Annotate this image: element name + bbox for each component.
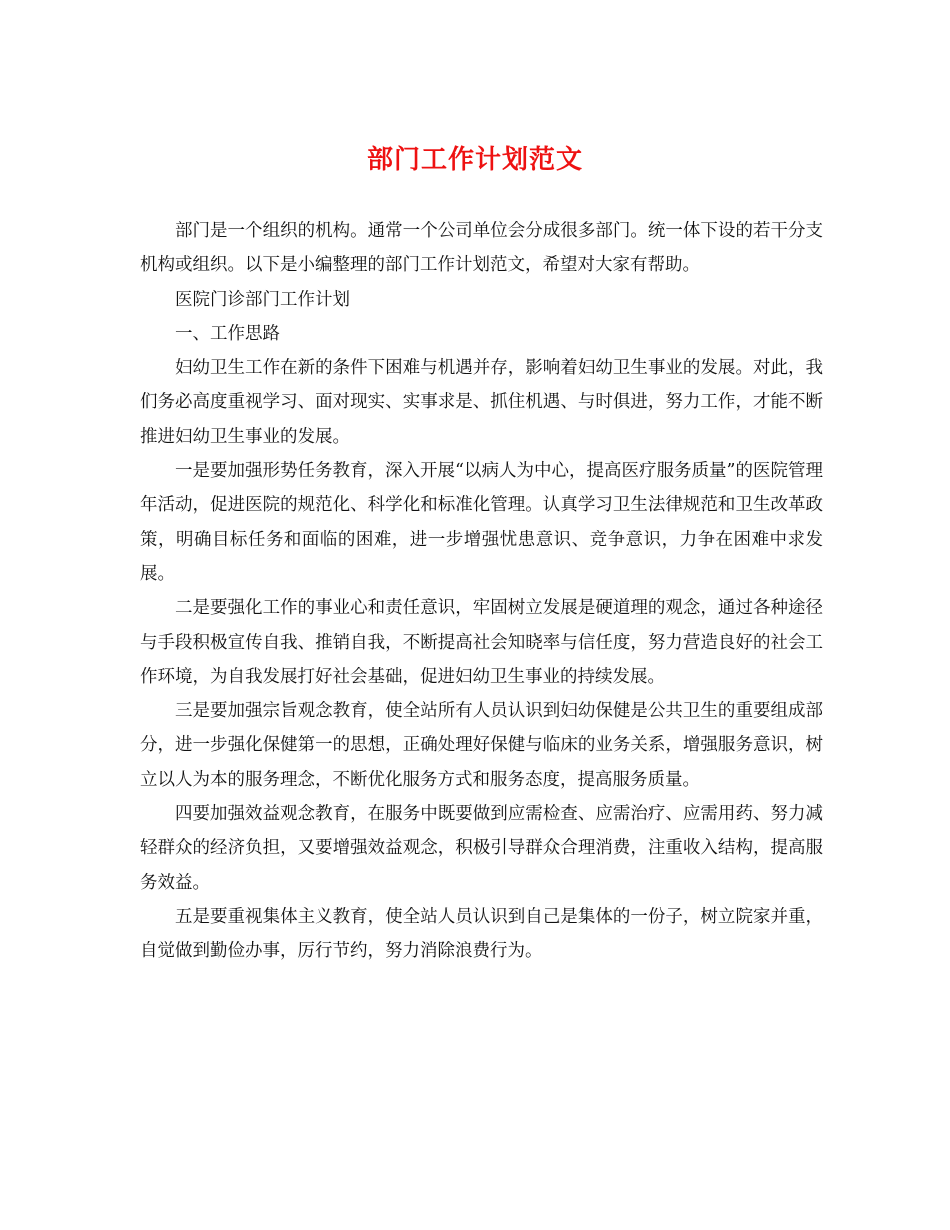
document-title: 部门工作计划范文 xyxy=(366,145,583,175)
paragraph: 三是要加强宗旨观念教育，使全站所有人员认识到妇幼保健是公共卫生的重要组成部分，进一步强化保健第一的思想，正确处理好保健与临床的业务关系，增强服务意识，树立以人为本的服务理念，不断优化服务方式和服务态度，提高服务质量。 xyxy=(140,701,823,790)
subsection-heading: 一、工作思路 xyxy=(175,323,280,344)
paragraph: 四要加强效益观念教育，在服务中既要做到应需检查、应需治疗、应需用药、努力减轻群众的经济负担，又要增强效益观念，积极引导群众合理消费，注重收入结构，提高服务效益。 xyxy=(140,804,823,893)
paragraph: 五是要重视集体主义教育，使全站人员认识到自己是集体的一份子，树立院家并重，自觉做到勤俭办事，厉行节约，努力消除浪费行为。 xyxy=(140,906,823,962)
paragraph-intro: 部门是一个组织的机构。通常一个公司单位会分成很多部门。统一体下设的若干分支机构或组织。以下是小编整理的部门工作计划范文，希望对大家有帮助。 xyxy=(140,221,823,276)
paragraph: 一是要加强形势任务教育，深入开展“以病人为中心，提高医疗服务质量”的医院管理年活动，促进医院的规范化、科学化和标准化管理。认真学习卫生法律规范和卫生改革政策，明确目标任务和面临的困难，进一步增强忧患意识、竞争意识，力争在困难中求发展。 xyxy=(140,461,823,584)
section-heading: 医院门诊部门工作计划 xyxy=(175,289,350,310)
document-body xyxy=(140,214,823,969)
paragraph: 二是要强化工作的事业心和责任意识，牢固树立发展是硬道理的观念，通过各种途径与手段积极宣传自我、推销自我，不断提高社会知晓率与信任度，努力营造良好的社会工作环境，为自我发展打好社会基础，促进妇幼卫生事业的持续发展。 xyxy=(140,598,823,687)
paragraph: 妇幼卫生工作在新的条件下困难与机遇并存，影响着妇幼卫生事业的发展。对此，我们务必高度重视学习、面对现实、实事求是、抓住机遇、与时俱进，努力工作，才能不断推进妇幼卫生事业的发展。 xyxy=(140,358,823,447)
